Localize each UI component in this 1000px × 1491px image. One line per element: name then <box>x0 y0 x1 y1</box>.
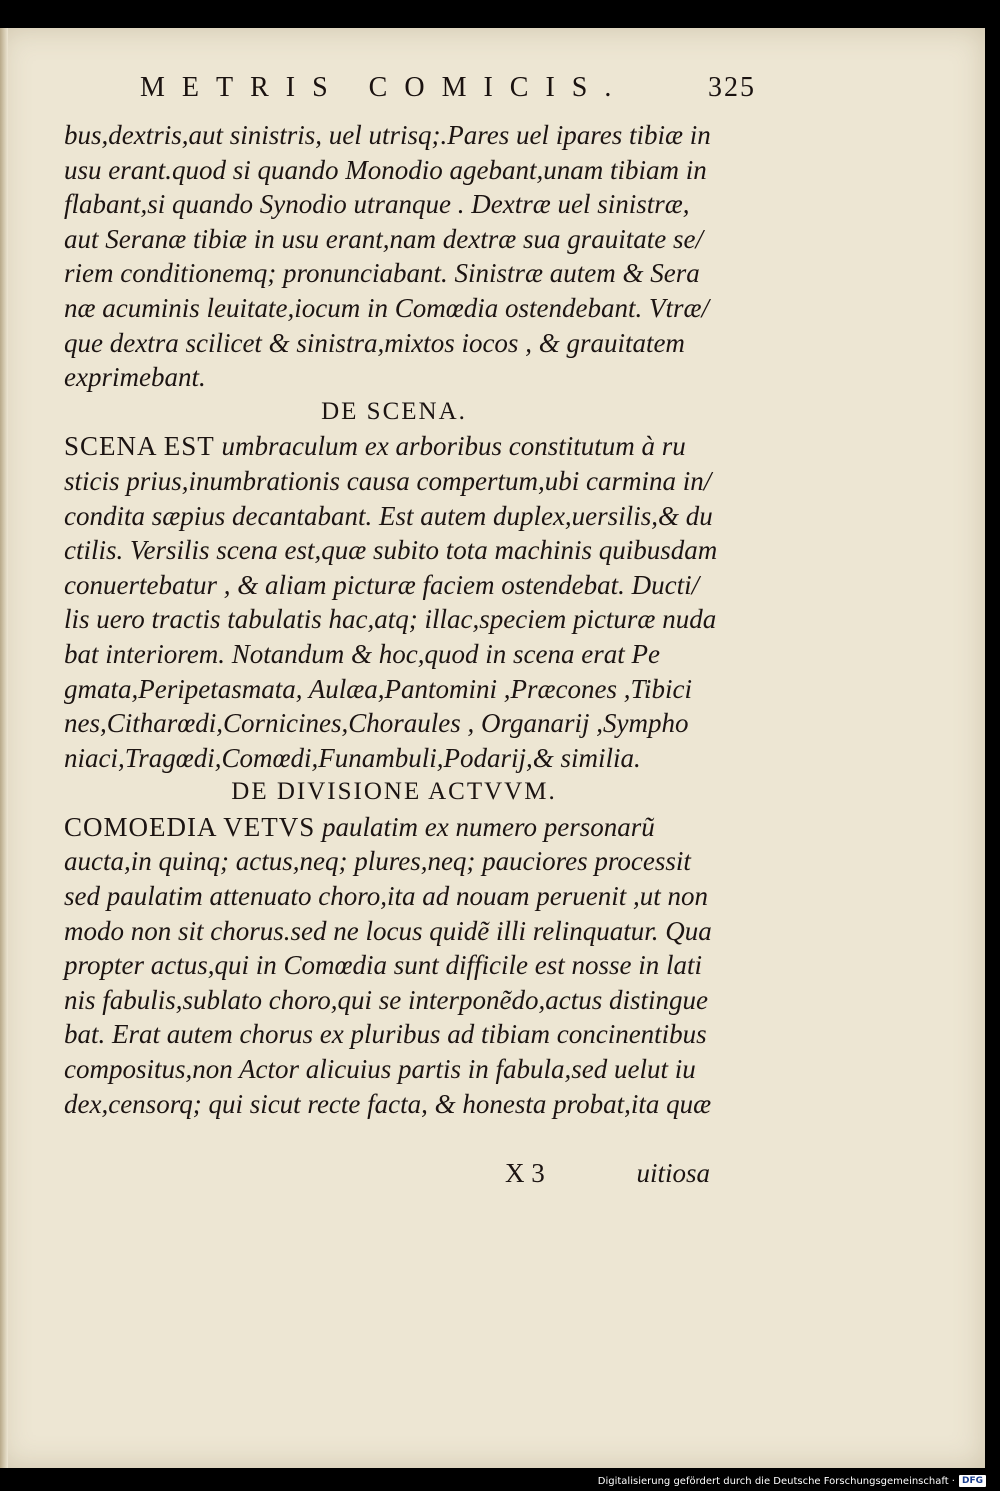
lead-words: SCENA EST <box>64 431 215 462</box>
section-heading: DE SCENA. <box>321 397 467 425</box>
funding-footer <box>598 1474 986 1488</box>
lead-words: COMOEDIA VETVS <box>64 811 316 842</box>
line-text: paulatim ex numero personarũ <box>315 811 655 842</box>
text-line: usu erant.quod si quando Monodio agebant,unam tibiam in <box>64 154 707 185</box>
text-line: ctilis. Versilis scena est,quæ subito tota machinis quibusdam <box>64 535 718 566</box>
catch-line <box>505 1158 710 1194</box>
text-line: bus,dextris,aut sinistris, uel utrisq;.Pares uel ipares tibiæ in <box>64 120 711 150</box>
running-head-title: METRIS COMICIS. <box>140 72 629 103</box>
signature-mark: X 3 <box>505 1158 545 1188</box>
text-line: gmata,Peripetasmata, Aulæa,Pantomini ,Præcones ,Tibici <box>64 673 692 704</box>
text-line <box>64 810 724 845</box>
text-line: conuertebatur , & aliam picturæ faciem ostendebat. Ducti/ <box>64 569 700 600</box>
text-line: niaci,Tragœdi,Comœdi,Funambuli,Podarij,& similia. <box>64 742 641 773</box>
text-line: flabant,si quando Synodio utranque . Dextræ uel sinistræ, <box>64 189 690 220</box>
text-line: aut Seranæ tibiæ in usu erant,nam dextræ sua grauitate se/ <box>64 223 703 254</box>
line-text: umbraculum ex arboribus constitutum à ru <box>214 431 686 462</box>
text-line: sticis prius,inumbrationis causa compertum,ubi carmina in/ <box>64 465 712 496</box>
text-line: propter actus,qui in Comœdia sunt difficile est nosse in lati <box>64 950 702 981</box>
text-line: compositus,non Actor alicuius partis in fabula,sed uelut iu <box>64 1054 696 1085</box>
catchword: uitiosa <box>636 1158 710 1188</box>
text-line: nis fabulis,sublato choro,qui se interponẽdo,actus distingue <box>64 984 708 1015</box>
text-line <box>64 429 724 464</box>
dfg-logo-icon: DFG <box>959 1475 986 1487</box>
text-line: sed paulatim attenuato choro,ita ad nouam peruenit ,ut non <box>64 881 708 912</box>
text-line: bat interiorem. Notandum & hoc,quod in scena erat Pe <box>64 638 660 669</box>
text-line: condita sæpius decantabant. Est autem duplex,uersilis,& du <box>64 500 713 531</box>
text-line: que dextra scilicet & sinistra,mixtos iocos , & grauitatem <box>64 327 685 358</box>
text-line: dex,censorq; qui sicut recte facta, & honesta probat,ita quæ <box>64 1088 712 1119</box>
text-line: aucta,in quinq; actus,neq; plures,neq; pauciores processit <box>64 846 691 877</box>
text-line: lis uero tractis tabulatis hac,atq; illac,speciem picturæ nuda <box>64 604 717 635</box>
running-head <box>110 72 760 112</box>
funding-text: Digitalisierung gefördert durch die Deutsche Forschungsgemeinschaft · <box>597 1475 955 1487</box>
text-line: bat. Erat autem chorus ex pluribus ad tibiam concinentibus <box>64 1019 707 1050</box>
text-line: modo non sit chorus.sed ne locus quidẽ illi relinquatur. Qua <box>64 915 712 946</box>
text-line: næ acuminis leuitate,iocum in Comœdia ostendebant. Vtræ/ <box>64 292 709 323</box>
text-block <box>64 118 724 1121</box>
text-line: riem conditionemq; pronunciabant. Sinistræ autem & Sera <box>64 258 700 289</box>
text-line: exprimebant. <box>64 362 206 393</box>
page-number: 325 <box>708 72 756 103</box>
section-heading: DE DIVISIONE ACTVVM. <box>231 778 557 806</box>
page-edge <box>0 28 8 1468</box>
text-line: nes,Citharœdi,Cornicines,Choraules , Organarij ,Sympho <box>64 708 689 739</box>
